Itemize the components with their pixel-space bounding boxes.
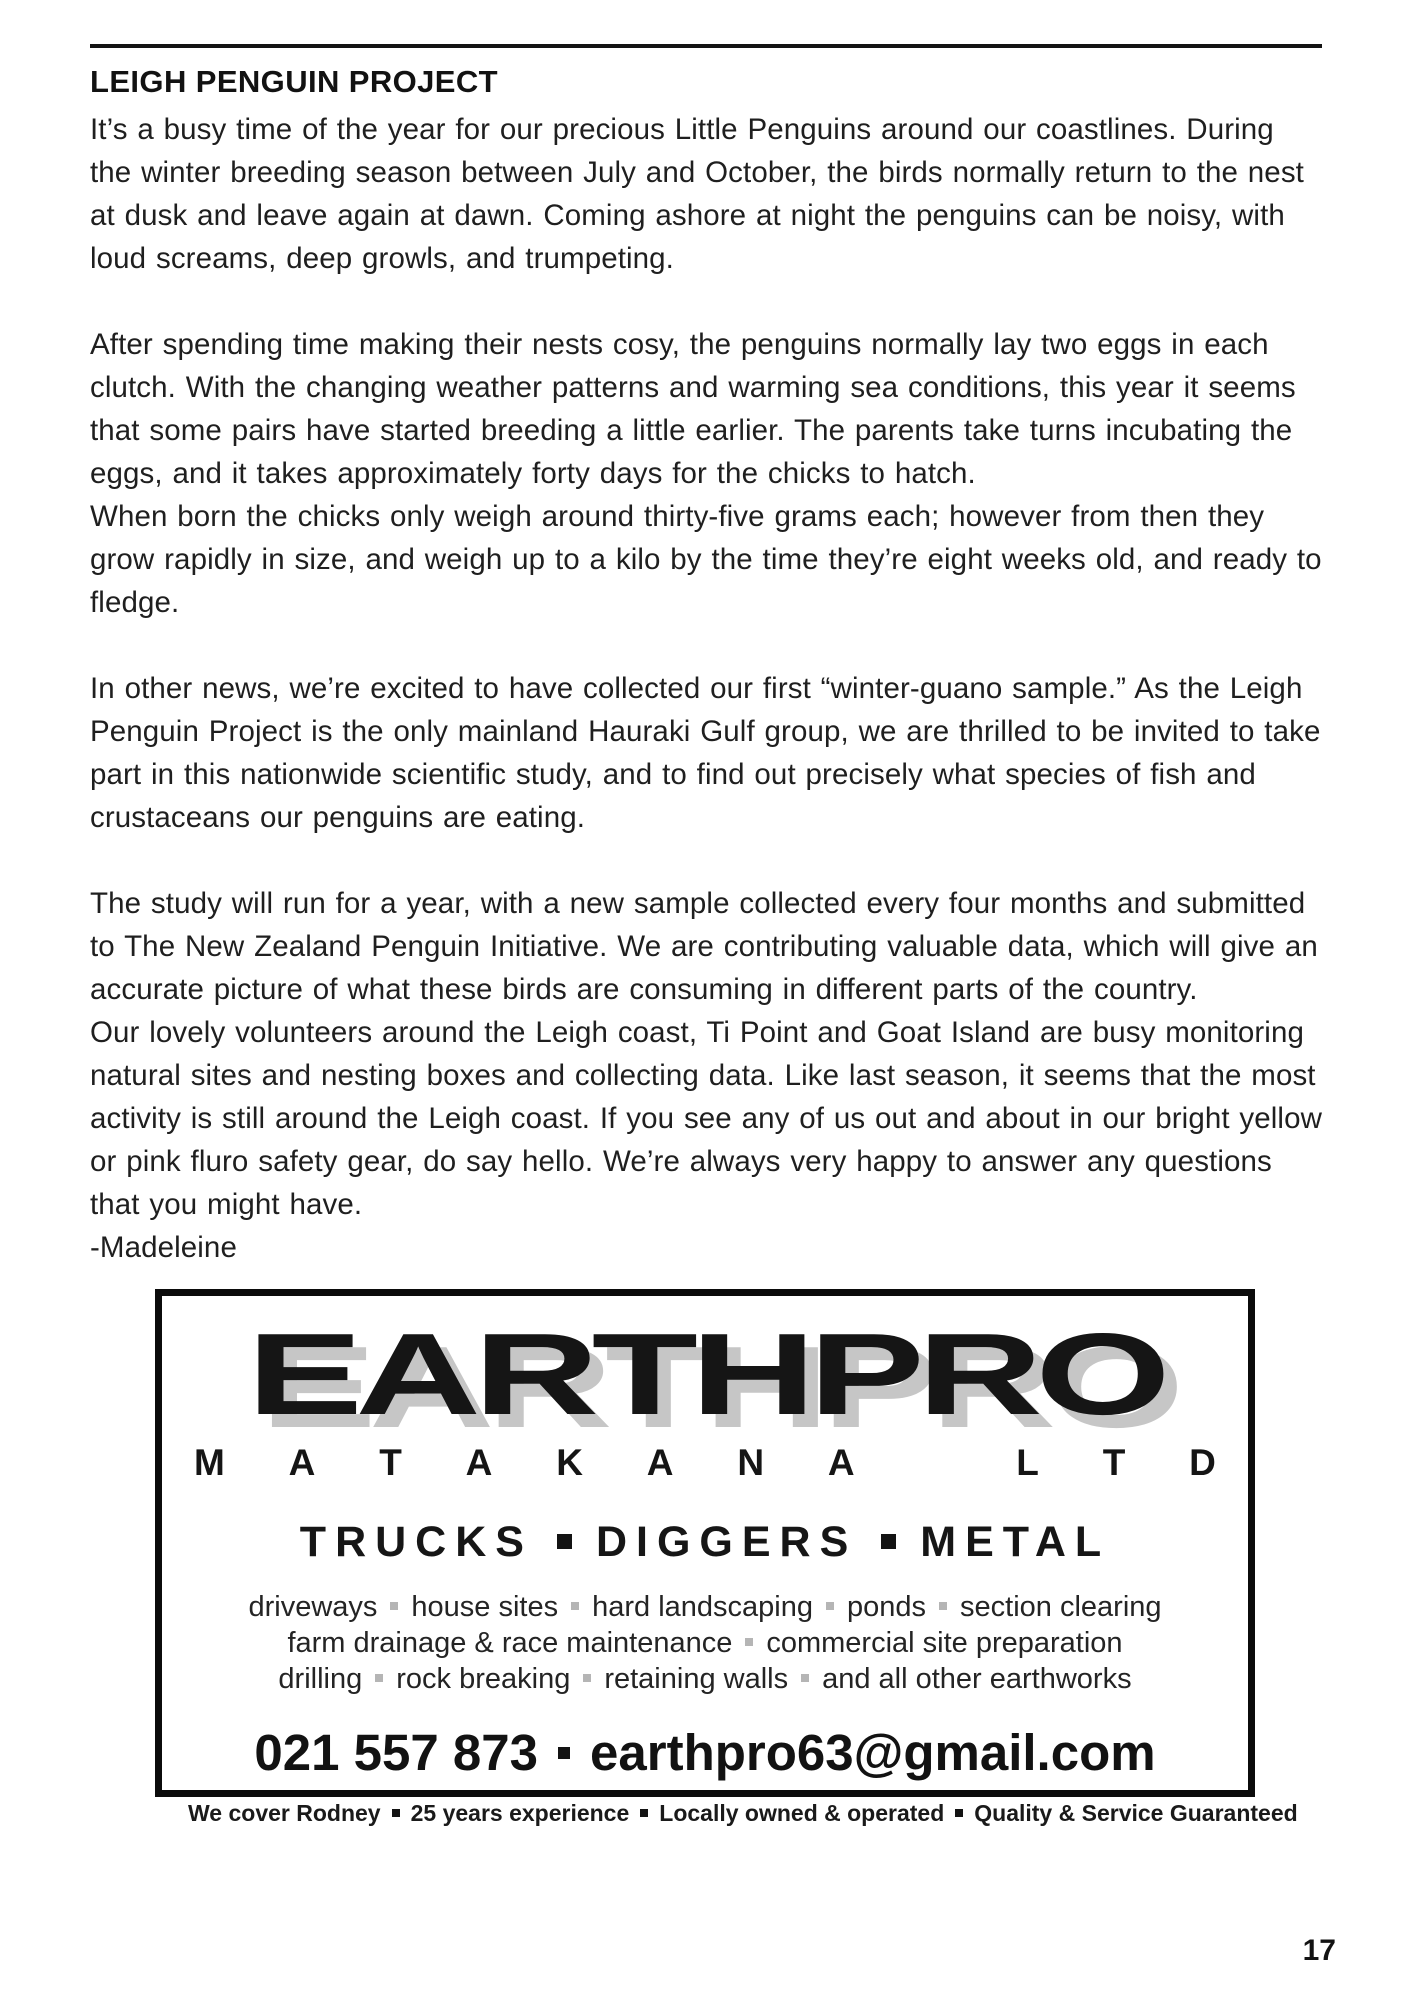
bullet-separator-icon [801, 1674, 809, 1682]
ad-headline [188, 1518, 1222, 1567]
subbrand-letter: N [737, 1442, 765, 1483]
article-paragraph: In other news, we’re excited to have collected our first “winter-guano sample.” As the Leigh Penguin Project is the only mainland Hauraki Gulf group, we are thrilled to be invited to take part in this nationwide scientific study, and to find out precisely what species of fish and crustaceans our penguins are eating. [90, 672, 1321, 834]
subbrand-letter: A [288, 1442, 316, 1483]
ad-service-line [188, 1661, 1222, 1697]
bullet-separator-icon [939, 1602, 947, 1610]
ad-tagline-item: We cover Rodney [188, 1800, 381, 1826]
ad-tagline [188, 1800, 1298, 1827]
ad-service-item: section clearing [960, 1591, 1162, 1623]
ad-service-item: retaining walls [604, 1663, 789, 1695]
bullet-separator-icon [392, 1809, 400, 1817]
ad-headline-item: METAL [920, 1518, 1111, 1566]
ad-service-item: and all other earthworks [822, 1663, 1132, 1695]
ad-service-item: driveways [248, 1591, 378, 1623]
bullet-separator-icon [640, 1809, 648, 1817]
ad-phone: 021 557 873 [254, 1724, 539, 1781]
subbrand-letter: T [1102, 1442, 1126, 1483]
ad-headline-item: DIGGERS [595, 1518, 858, 1566]
subbrand-letter: D [1189, 1442, 1216, 1483]
ad-service-item: commercial site preparation [766, 1627, 1123, 1659]
ad-service-item: house sites [411, 1591, 559, 1623]
subbrand-letter: M [194, 1442, 225, 1483]
subbrand-letter: A [646, 1442, 674, 1483]
ad-brand-subtitle [194, 1442, 1216, 1484]
bullet-separator-icon [955, 1809, 963, 1817]
ad-services-list [188, 1589, 1222, 1697]
ad-email: earthpro63@gmail.com [590, 1724, 1156, 1781]
subbrand-letter: K [556, 1442, 583, 1483]
article-paragraph: Our lovely volunteers around the Leigh coast, Ti Point and Goat Island are busy monitoring natural sites and nesting boxes and collecting data. Like last season, it seems that the most activity is still around the Leigh coast. If you see any of us out and about in our bright yellow or pink fluro safety gear, do say hello. We’re always very happy to answer any questions that you might have. [90, 1016, 1322, 1221]
page-number: 17 [1302, 1934, 1336, 1967]
ad-service-line [188, 1625, 1222, 1661]
bullet-separator-icon [571, 1602, 579, 1610]
bullet-separator-icon [390, 1602, 398, 1610]
article-body [90, 108, 1324, 1269]
ad-service-item: farm drainage & race maintenance [287, 1627, 733, 1659]
ad-service-item: rock breaking [396, 1663, 571, 1695]
subbrand-letter: A [827, 1442, 855, 1483]
bullet-separator-icon [745, 1638, 753, 1646]
bullet-separator-icon [557, 1534, 572, 1549]
ad-contact-line [188, 1723, 1222, 1782]
ad-headline-item: TRUCKS [299, 1518, 533, 1566]
ad-service-item: drilling [278, 1663, 363, 1695]
bullet-separator-icon [583, 1674, 591, 1682]
ad-tagline-item: Locally owned & operated [659, 1800, 945, 1826]
article-paragraph: After spending time making their nests cosy, the penguins normally lay two eggs in each clutch. With the changing weather patterns and warming sea conditions, this year it seems that some pairs have started breeding a little earlier. The parents take turns incubating the eggs, and it takes approximately forty days for the chicks to hatch. [90, 328, 1296, 490]
bullet-separator-icon [881, 1534, 896, 1549]
bullet-separator-icon [558, 1747, 570, 1759]
subbrand-letter: T [379, 1442, 402, 1483]
subbrand-letter: A [465, 1442, 493, 1483]
bullet-separator-icon [826, 1602, 834, 1610]
article-paragraph: The study will run for a year, with a new sample collected every four months and submitted to The New Zealand Penguin Initiative. We are contributing valuable data, which will give an accurate picture of what these birds are consuming in different parts of the country. [90, 887, 1318, 1006]
ad-service-item: ponds [847, 1591, 927, 1623]
article-paragraph: -Madeleine [90, 1231, 237, 1264]
ad-service-item: hard landscaping [592, 1591, 813, 1623]
ad-service-line [188, 1589, 1222, 1625]
earthpro-ad [155, 1289, 1298, 1826]
subbrand-letter: L [1016, 1442, 1039, 1483]
article-paragraph: It’s a busy time of the year for our precious Little Penguins around our coastlines. During the winter breeding season between July and October, the birds normally return to the nest at dusk and leave again at dawn. Coming ashore at night the penguins can be noisy, with loud screams, deep growls, and trumpeting. [90, 113, 1304, 275]
ad-tagline-item: Quality & Service Guaranteed [974, 1800, 1298, 1826]
ad-brand-logo: EARTHPRO [246, 1309, 1164, 1439]
article-paragraph: When born the chicks only weigh around thirty-five grams each; however from then they grow rapidly in size, and weigh up to a kilo by the time they’re eight weeks old, and ready to fledge. [90, 500, 1322, 619]
ad-tagline-item: 25 years experience [410, 1800, 630, 1826]
bullet-separator-icon [375, 1674, 383, 1682]
article-heading: LEIGH PENGUIN PROJECT [90, 64, 499, 99]
top-divider [90, 44, 1322, 48]
